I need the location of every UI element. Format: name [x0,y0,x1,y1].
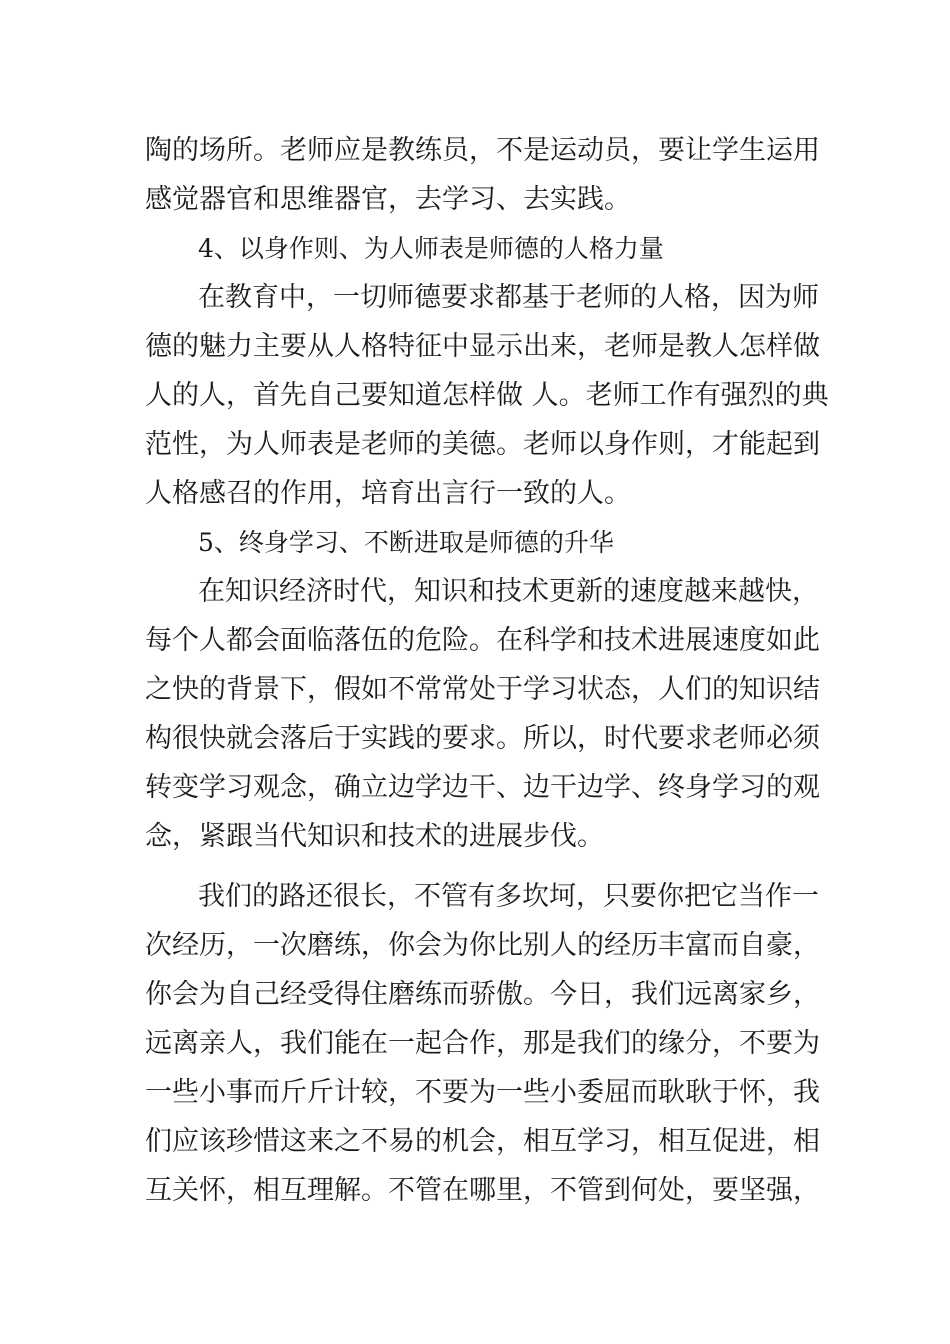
text-line-17: 次经历，一次磨练，你会为你比别人的经历丰富而自豪， [145,930,820,961]
text-line-5: 德的魅力主要从人格特征中显示出来，老师是教人怎样做 [145,331,820,362]
paragraph-start-2: 在知识经济时代，知识和技术更新的速度越来越快， [198,576,819,607]
text-line-7: 范性，为人师表是老师的美德。老师以身作则，才能起到 [145,429,820,460]
text-line-13: 构很快就会落后于实践的要求。所以，时代要求老师必须 [145,723,820,754]
text-line-14: 转变学习观念，确立边学边干、边干边学、终身学习的观 [145,772,820,803]
text-line-19: 远离亲人，我们能在一起合作，那是我们的缘分，不要为 [145,1028,820,1059]
text-line-21: 们应该珍惜这来之不易的机会，相互学习，相互促进，相 [145,1126,820,1157]
text-line-20: 一些小事而斤斤计较，不要为一些小委屈而耿耿于怀，我 [145,1077,820,1108]
text-line-6: 人的人，首先自己要知道怎样做 人。老师工作有强烈的典 [145,380,829,411]
text-line-12: 之快的背景下，假如不常常处于学习状态，人们的知识结 [145,674,820,705]
text-line-18: 你会为自己经受得住磨练而骄傲。今日，我们远离家乡， [145,979,820,1010]
text-line-15: 念，紧跟当代知识和技术的进展步伐。 [145,821,604,852]
section-heading-5: 5、终身学习、不断进取是师德的升华 [198,528,614,557]
text-line-8: 人格感召的作用，培育出言行一致的人。 [145,478,631,509]
text-line-11: 每个人都会面临落伍的危险。在科学和技术进展速度如此 [145,625,820,656]
section-heading-4: 4、以身作则、为人师表是师德的人格力量 [198,234,664,263]
text-line-1: 陶的场所。老师应是教练员，不是运动员，要让学生运用 [145,135,820,166]
text-line-22: 互关怀，相互理解。不管在哪里，不管到何处，要坚强， [145,1175,820,1206]
paragraph-start-3: 我们的路还很长，不管有多坎坷，只要你把它当作一 [198,881,819,912]
text-line-2: 感觉器官和思维器官，去学习、去实践。 [145,184,631,215]
paragraph-start-1: 在教育中，一切师德要求都基于老师的人格，因为师 [198,282,819,313]
